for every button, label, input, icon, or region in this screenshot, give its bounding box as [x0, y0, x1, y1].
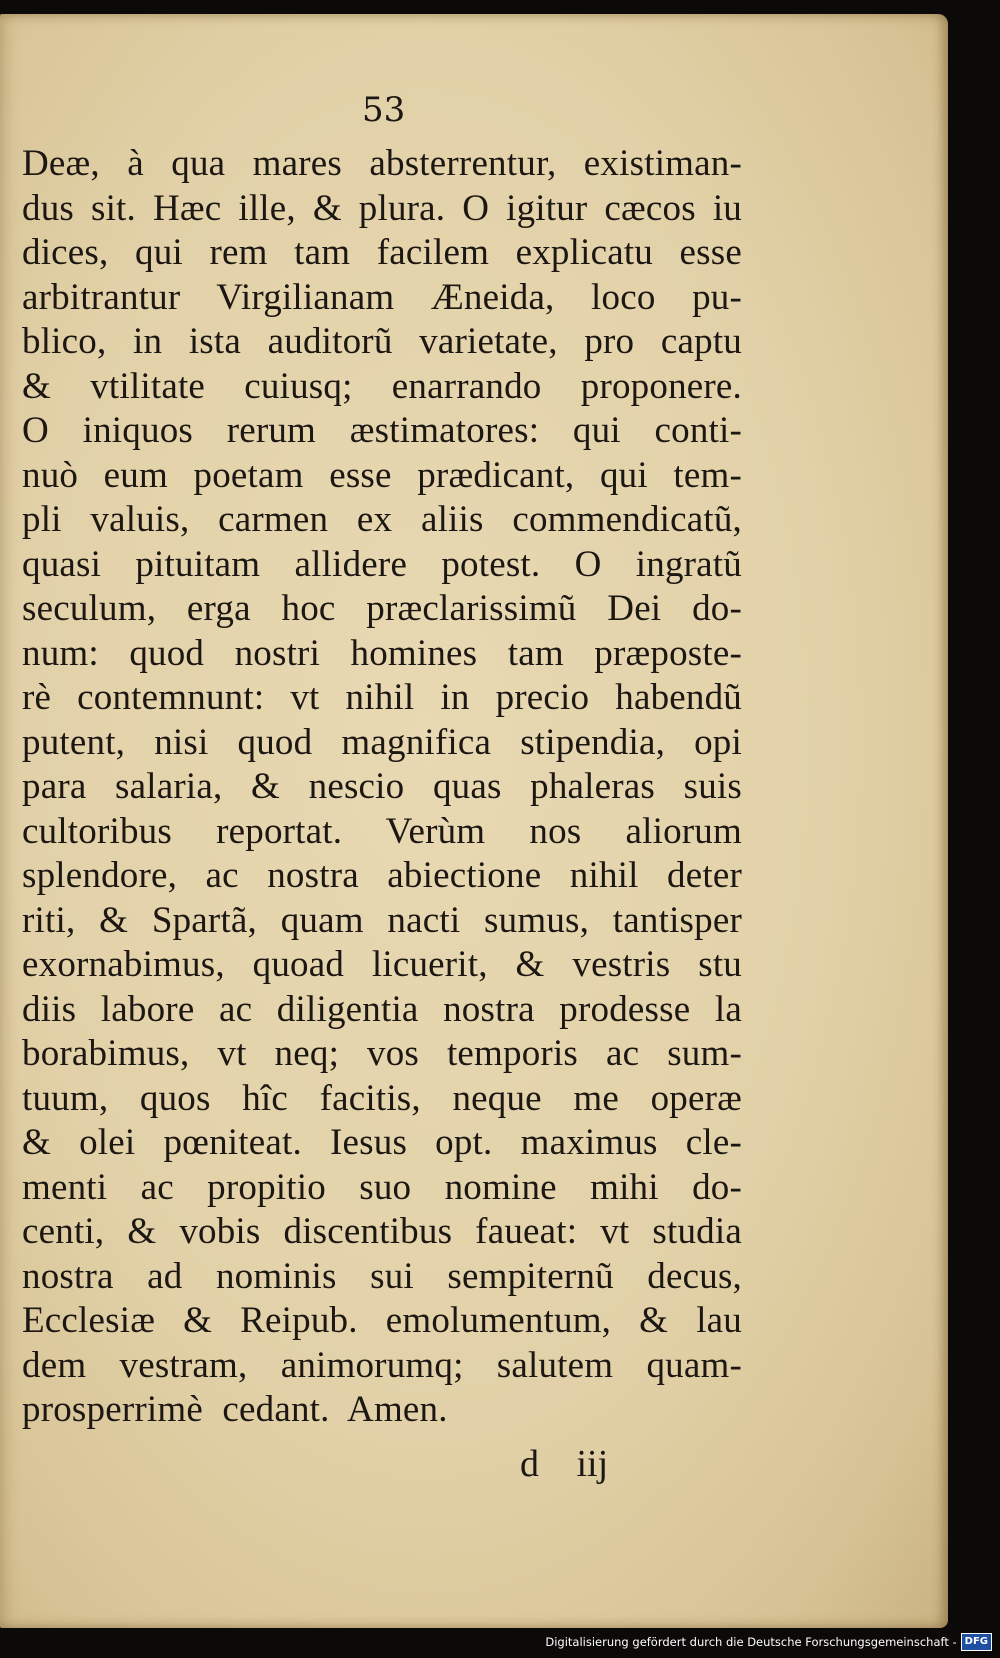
signature-mark: d iij: [520, 1443, 609, 1485]
text-line: exornabimus, quoad licuerit, & vestris stu: [22, 944, 742, 985]
text-line: menti ac propitio suo nomine mihi do-: [22, 1166, 742, 1208]
text-line: putent, nisi quod magnifica stipendia, opi: [22, 721, 742, 763]
text-line: nuò eum poetam esse prædicant, qui tem-: [22, 454, 742, 496]
text-line: borabimus, vt neq; vos temporis ac sum-: [22, 1033, 742, 1074]
text-line: & olei pœniteat. Iesus opt. maximus cle-: [22, 1122, 742, 1163]
text-line: centi, & vobis discentibus faueat: vt studia: [22, 1211, 742, 1252]
text-line: num: quod nostri homines tam præposte-: [22, 632, 742, 674]
text-line: cultoribus reportat. Verùm nos aliorum: [22, 810, 742, 852]
text-line: prosperrimè cedant. Amen.: [22, 1389, 448, 1430]
text-line: O iniquos rerum æstimatores: qui conti-: [22, 410, 742, 451]
text-line: riti, & Spartã, quam nacti sumus, tantisper: [22, 899, 742, 941]
text-line: arbitrantur Virgilianam Æneida, loco pu-: [22, 276, 742, 318]
funding-credit: [0, 1630, 1000, 1654]
body-text: [22, 142, 742, 1433]
text-line: seculum, erga hoc præclarissimũ Dei do-: [22, 588, 742, 629]
text-line: Deæ, à qua mares absterrentur, existiman-: [22, 143, 742, 184]
text-line: & vtilitate cuiusq; enarrando proponere.: [22, 365, 742, 407]
page-number: 53: [362, 90, 406, 130]
text-line: dus sit. Hæc ille, & plura. O igitur cæcos iu: [22, 187, 742, 229]
text-line: nostra ad nominis sui sempiternũ decus,: [22, 1255, 742, 1297]
funding-credit-text: Digitalisierung gefördert durch die Deutsche Forschungsgemeinschaft -: [545, 1635, 957, 1649]
text-line: blico, in ista auditorũ varietate, pro captu: [22, 321, 742, 362]
text-line: dem vestram, animorumq; salutem quam-: [22, 1344, 742, 1386]
text-line: dices, qui rem tam facilem explicatu esse: [22, 232, 742, 273]
text-line: diis labore ac diligentia nostra prodesse la: [22, 988, 742, 1030]
text-line: splendore, ac nostra abiectione nihil deter: [22, 855, 742, 896]
text-line: tuum, quos hîc facitis, neque me operæ: [22, 1077, 742, 1119]
text-line: pli valuis, carmen ex aliis commendicatũ,: [22, 499, 742, 540]
book-page: [0, 14, 948, 1628]
text-line: quasi pituitam allidere potest. O ingratũ: [22, 543, 742, 585]
text-line: Ecclesiæ & Reipub. emolumentum, & lau: [22, 1300, 742, 1341]
dfg-logo: DFG: [961, 1633, 992, 1651]
text-line: rè contemnunt: vt nihil in precio habendũ: [22, 677, 742, 718]
text-line: para salaria, & nescio quas phaleras suis: [22, 766, 742, 807]
